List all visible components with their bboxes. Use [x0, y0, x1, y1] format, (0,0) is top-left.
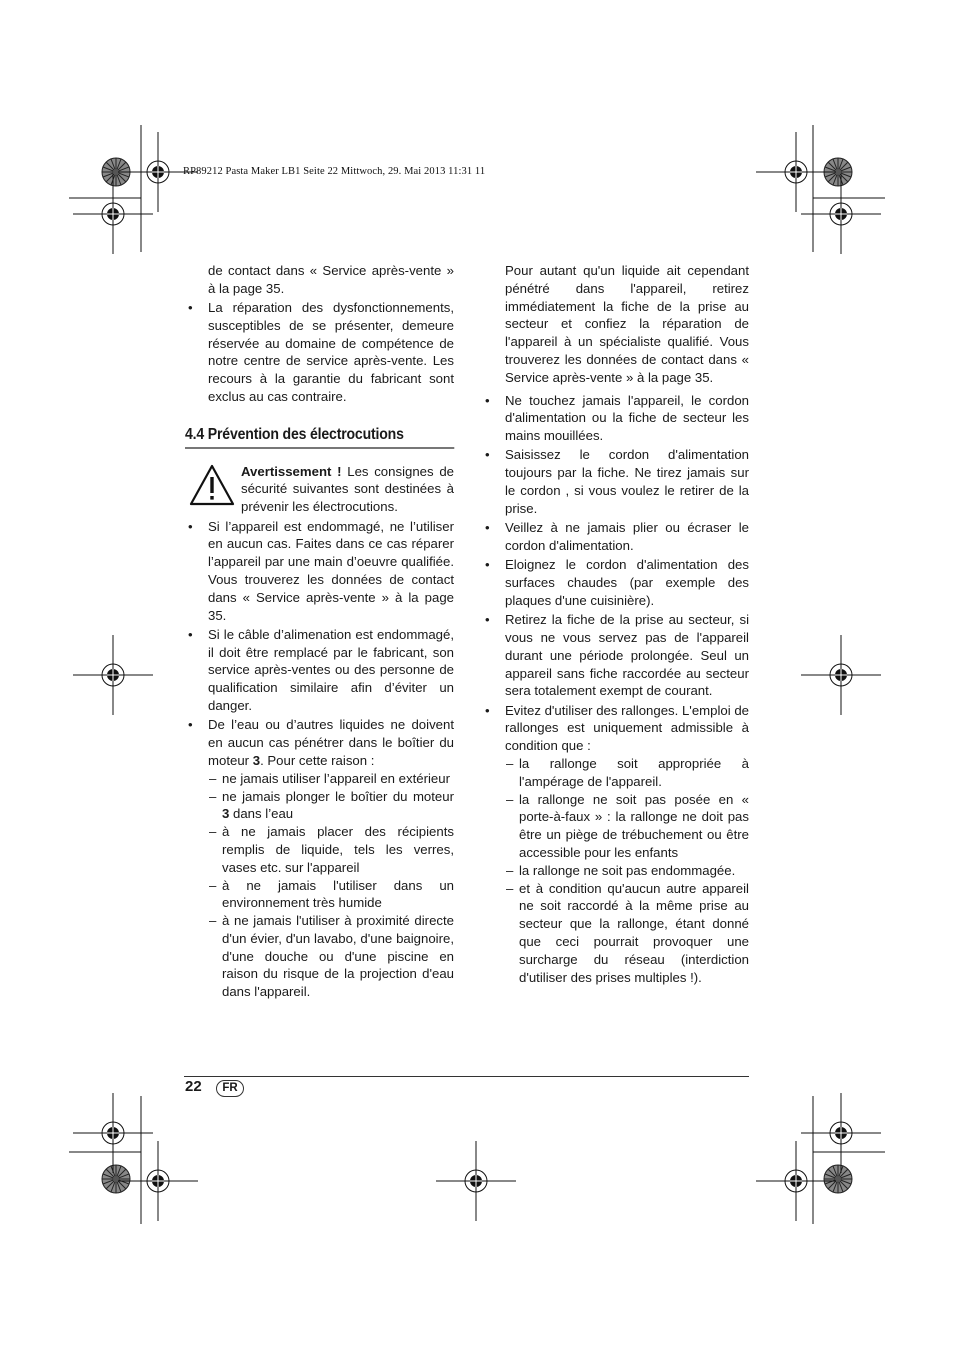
dash-sink: – à ne jamais l'utiliser à proximité directe d'un évier, d'un lavabo, d'une baignoire, d'une douche ou d'une piscine en raison du risque de la projection d'eau dans l'appareil. — [185, 912, 454, 1001]
bullet-water — [185, 716, 454, 769]
section-title: 4.4 Prévention des électrocutions — [185, 426, 454, 449]
right-column — [482, 262, 749, 986]
warning-triangle-icon — [188, 463, 236, 507]
left-column — [185, 262, 454, 1001]
bullet-unplug: • Retirez la fiche de la prise au secteur, si vous ne vous servez pas de l'appareil durant une période prolongée. Seul un appareil sans fiche raccordée au secteur sera totalement exempt de courant. — [482, 611, 749, 700]
warning-label: Avertissement ! — [241, 463, 342, 479]
dash-outdoor: – ne jamais utiliser l’appareil en extérieur — [185, 770, 454, 788]
ext-dash-overhang: – la rallonge ne soit pas posée en « porte-à-faux » : la rallonge ne doit pas être un piège de trébuchement ou être accessible pour les enfants — [482, 791, 749, 862]
continued-text: de contact dans « Service après-vente » à la page 35. — [208, 263, 454, 296]
warning-block — [185, 463, 454, 516]
ext-dash-amperage: – la rallonge soit appropriée à l'ampérage de l'appareil. — [482, 755, 749, 791]
print-info-header: RP89212 Pasta Maker LB1 Seite 22 Mittwoch, 29. Mai 2013 11:31 11 — [183, 166, 486, 177]
continued-text: Pour autant qu'un liquide ait cependant pénétré dans l'appareil, retirez immédiatement la fiche de la prise au secteur et confiez la réparation de l'appareil à un spécialiste qualifié. Vous trouverez les données de contact dans « Service après-vente » à la page 35. — [505, 263, 749, 385]
bullet-water-end: . Pour cette raison : — [260, 752, 375, 768]
bullet-bend: • Veillez à ne jamais plier ou écraser le cordon d'alimentation. — [482, 519, 749, 555]
dash-humid: – à ne jamais l'utiliser dans un environnement très humide — [185, 877, 454, 913]
bullet-cable: • Si le câble d’alimenation est endommagé, il doit être remplacé par le fabricant, son service après-ventes ou des personne de qualification similaire afin d’éviter un danger. — [185, 626, 454, 715]
dash-immerse-end: dans l’eau — [229, 806, 294, 822]
ext-dash-other-device: – et à condition qu'aucun autre appareil ne soit raccordé à la même prise au secteur que la rallonge, étant donné que ceci pourrait provoquer une surcharge du réseau (interdiction d'utiliser des prises multiples !). — [482, 880, 749, 987]
ext-dash-damaged: – la rallonge ne soit pas endommagée. — [482, 862, 749, 880]
bullet-plug: • Saisissez le cordon d'alimentation toujours par la fiche. Ne tirez jamais sur le cordon , si vous voulez le retirer de la prise. — [482, 446, 749, 517]
bullet-extension: • Evitez d'utiliser des rallonges. L'emploi de rallonges est uniquement admissible à condition que : — [482, 702, 749, 755]
bullet-damaged: • Si l’appareil est endommagé, ne l’utiliser en aucun cas. Faites dans ce cas réparer l’appareil par une main d’oeuvre qualifiée. Vous trouverez les données de contact dans « Service après-vente » à la page 35. — [185, 518, 454, 625]
dash-immerse-text: ne jamais plonger le boîtier du moteur — [222, 788, 454, 804]
motor-number: 3 — [222, 806, 230, 822]
dash-immerse — [185, 788, 454, 824]
bullet-water-text: De l’eau ou d’autres liquides ne doivent en aucun cas pénétrer dans le boîtier du moteur — [208, 717, 454, 768]
bullet-hot-surfaces: • Eloignez le cordon d'alimentation des surfaces chaudes (par exemple des plaques d'une cuisinière). — [482, 556, 749, 609]
motor-number: 3 — [252, 752, 261, 768]
page-number: 22 — [185, 1078, 202, 1095]
language-badge: FR — [216, 1080, 244, 1097]
bullet-repair: • La réparation des dysfonctionnements, susceptibles de se présenter, demeure réservée au domaine de compétence de notre centre de service après-vente. Les recours à la garantie du fabricant sont exclus au cas contraire. — [185, 299, 454, 406]
footer-rule — [184, 1076, 749, 1077]
warning-text: Les consignes de sécurité suivantes sont destinées à prévenir les électrocutions. — [241, 463, 454, 515]
bullet-wet-hands: • Ne touchez jamais l'appareil, le cordon d'alimentation ou la fiche de secteur les mains mouillées. — [482, 392, 749, 445]
dash-containers: – à ne jamais placer des récipients remplis de liquide, tels les verres, vases etc. sur l'appareil — [185, 823, 454, 876]
